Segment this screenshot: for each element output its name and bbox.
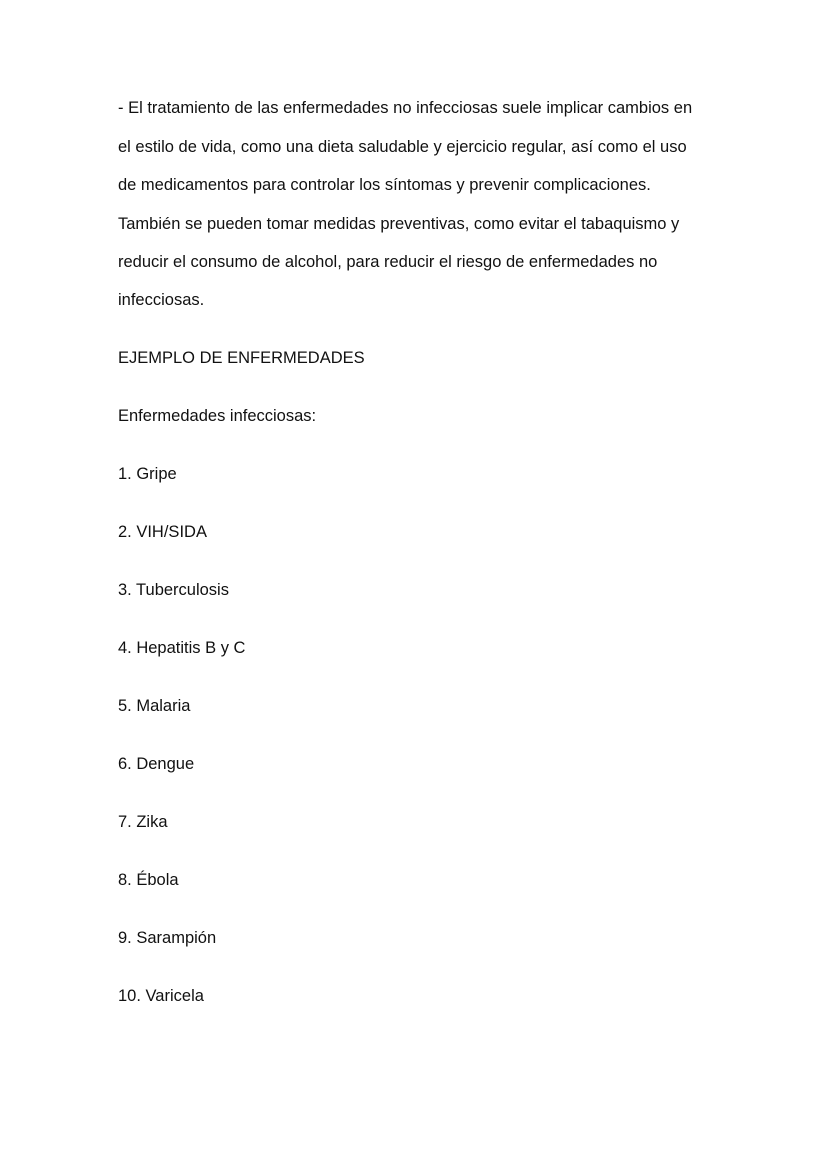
list-item: 9. Sarampión <box>118 929 217 947</box>
paragraph-line: - El tratamiento de las enfermedades no infecciosas suele implicar cambios en <box>118 99 693 117</box>
list-item: 10. Varicela <box>118 987 204 1005</box>
list-item: 5. Malaria <box>118 697 191 715</box>
section-heading: EJEMPLO DE ENFERMEDADES <box>118 349 365 367</box>
list-item: 8. Ébola <box>118 871 179 889</box>
list-item: 6. Dengue <box>118 755 195 773</box>
paragraph-line: de medicamentos para controlar los síntomas y prevenir complicaciones. <box>118 176 651 194</box>
list-item: 3. Tuberculosis <box>118 581 229 599</box>
paragraph-line: reducir el consumo de alcohol, para reducir el riesgo de enfermedades no <box>118 253 658 271</box>
list-item: 4. Hepatitis B y C <box>118 639 246 657</box>
paragraph-line: También se pueden tomar medidas preventivas, como evitar el tabaquismo y <box>118 215 680 233</box>
subheading: Enfermedades infecciosas: <box>118 407 317 425</box>
list-item: 1. Gripe <box>118 465 177 483</box>
paragraph-line: infecciosas. <box>118 291 205 309</box>
list-item: 2. VIH/SIDA <box>118 523 207 541</box>
list-item: 7. Zika <box>118 813 168 831</box>
paragraph-line: el estilo de vida, como una dieta saludable y ejercicio regular, así como el uso <box>118 138 687 156</box>
